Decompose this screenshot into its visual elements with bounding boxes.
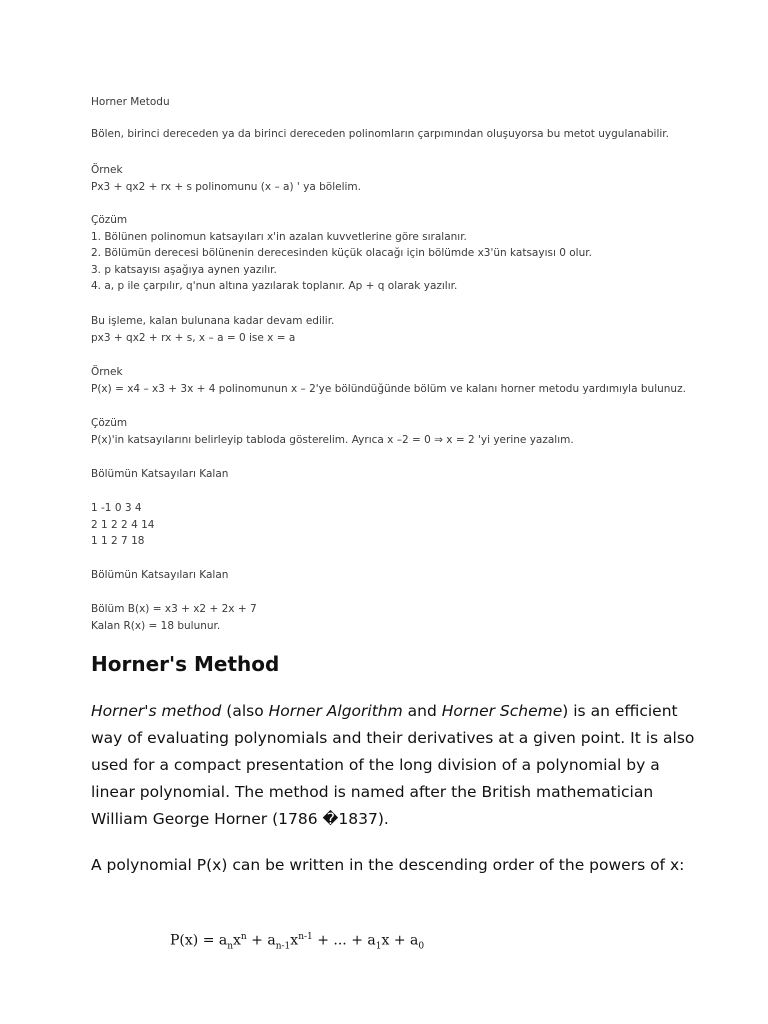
formula-sub: n-1 <box>275 941 291 952</box>
tr-example2-block <box>91 364 686 397</box>
en-paragraph-1-text <box>91 698 701 833</box>
tr-intro-block <box>91 126 669 143</box>
tr-step-1: 1. Bölünen polinomun katsayıları x'in azalan kuvvetlerine göre sıralanır. <box>91 230 467 243</box>
tr-example1-label: Örnek <box>91 164 123 176</box>
tr-result-block <box>91 601 257 634</box>
tr-example2-label: Örnek <box>91 366 123 378</box>
tr-title-block <box>91 94 170 111</box>
formula-sup: n <box>240 932 247 942</box>
tr-continue-formula: px3 + qx2 + rx + s, x – a = 0 ise x = a <box>91 331 296 344</box>
tr-table-row: 1 1 2 7 18 <box>91 535 145 547</box>
tr-solution1-label: Çözüm <box>91 214 128 226</box>
tr-solution1-block <box>91 212 592 295</box>
tr-table-row: 1 -1 0 3 4 <box>91 502 142 514</box>
tr-example2-text: P(x) = x4 – x3 + 3x + 4 polinomunun x – 2'ye bölündüğünde bölüm ve kalanı horner metodu yardımıyla bulunuz. <box>91 382 686 395</box>
term-horners-method: Horner's method <box>91 702 222 720</box>
formula-sup: n-1 <box>298 932 313 942</box>
en-paragraph-2-text: A polynomial P(x) can be written in the descending order of the powers of x: <box>91 856 685 874</box>
tr-quotient: Bölüm B(x) = x3 + x2 + 2x + 7 <box>91 603 257 615</box>
term-horner-algorithm: Horner Algorithm <box>268 702 403 720</box>
tr-table-row: 2 1 2 2 4 14 <box>91 518 155 531</box>
tr-continue-block <box>91 313 334 346</box>
tr-solution2-label: Çözüm <box>91 417 128 429</box>
tr-step-2: 2. Bölümün derecesi bölünenin derecesinden küçük olacağı için bölümde x3'ün katsayısı 0 olur. <box>91 247 592 259</box>
tr-remainder: Kalan R(x) = 18 bulunur. <box>91 619 221 632</box>
en-paragraph-2 <box>91 852 701 879</box>
tr-solution2-text: P(x)'in katsayılarını belirleyip tabloda gösterelim. Ayrıca x –2 = 0 ⇒ x = 2 'yi yerine yazalım. <box>91 433 574 446</box>
text-run: (also <box>221 702 269 720</box>
tr-example1-block <box>91 162 361 195</box>
formula-part: + a <box>246 932 276 949</box>
text-run: and <box>402 702 442 720</box>
text-run: ) is an efficient way of evaluating polynomials and their derivatives at a given point. It is also used for a compact presentation of the long division of a polynomial by a linear polynomial. The method is named after the British mathematician William George Horner (1786 �1837). <box>91 702 695 828</box>
term-horner-scheme: Horner Scheme <box>441 702 563 720</box>
polynomial-formula <box>170 932 424 951</box>
formula-sub: n <box>227 941 234 952</box>
tr-example1-text: Px3 + qx2 + rx + s polinomunu (x – a) ' ya bölelim. <box>91 180 361 193</box>
tr-table-header-1: Bölümün Katsayıları Kalan <box>91 468 229 480</box>
formula-part: + ... + a <box>312 932 376 949</box>
formula-part: x + a <box>381 932 419 949</box>
tr-continue-text: Bu işleme, kalan bulunana kadar devam edilir. <box>91 315 335 327</box>
tr-step-4: 4. a, p ile çarpılır, q'nun altına yazılarak toplanır. Ap + q olarak yazılır. <box>91 280 458 292</box>
tr-step-3: 3. p katsayısı aşağıya aynen yazılır. <box>91 263 277 276</box>
tr-intro: Bölen, birinci dereceden ya da birinci dereceden polinomların çarpımından oluşuyorsa bu metot uygulanabilir. <box>91 128 670 140</box>
en-paragraph-1 <box>91 698 701 833</box>
formula-sub: 0 <box>418 941 425 952</box>
tr-table-header-2-block <box>91 567 228 584</box>
tr-table-header-1-block <box>91 466 228 483</box>
formula-sub: 1 <box>375 941 382 952</box>
formula-part: P(x) = a <box>170 932 228 949</box>
tr-table-header-2: Bölümün Katsayıları Kalan <box>91 569 229 581</box>
section-heading: Horner's Method <box>91 652 280 676</box>
tr-title: Horner Metodu <box>91 96 170 108</box>
formula-part: x <box>290 932 299 949</box>
formula-part: x <box>233 932 241 949</box>
tr-table <box>91 500 154 550</box>
tr-solution2-block <box>91 415 574 448</box>
